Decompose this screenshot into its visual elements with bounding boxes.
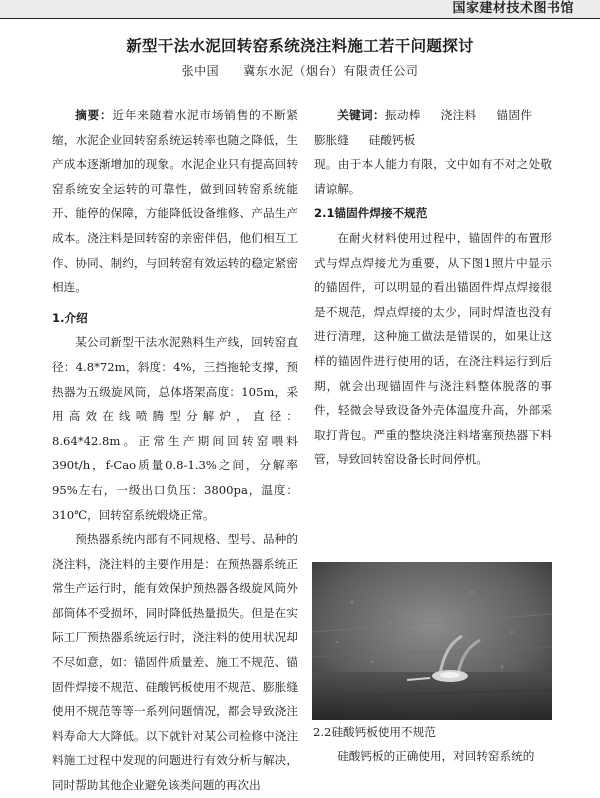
abstract-label: 摘要：: [75, 108, 113, 122]
keyword-item: 锚固件: [496, 108, 532, 122]
section-2-2-paragraph-start: 硅酸钙板的正确使用，对回转窑系统的: [337, 749, 535, 763]
anchor-weld-photo: [312, 562, 552, 720]
right-column: [314, 103, 552, 472]
intro-paragraph-2: 预热器系统内部有不同规格、型号、品种的浇注料，浇注料的主要作用是：在预热器系统正常生产运行时，能有效保护预热器各级旋风筒外部筒体不受损坏，同时降低热量损失。但是在实际工厂预热器系统运行时，浇注料的使用状况却不尽如意，如：锚固件质量差、施工不规范、锚固件焊接不规范、硅酸钙板使用不规范、膨胀缝使用不规范等等一系列问题情况，都会导致浇注料寿命大大降低。以下就针对某公司检修中浇注料施工过程中发现的问题进行有效分析与解决，同时帮助其他企业避免该类问题的再次出: [52, 532, 298, 793]
intro-paragraph-1: 某公司新型干法水泥熟料生产线，回转窑直径：4.8*72m，斜度：4%，三挡拖轮支撑，预热器为五级旋风筒，总体塔架高度：105m，采用高效在线喷腾型分解炉，直径：8.64*42.8m。正常生产期间回转窑喂料390t/h，f-Cao质量0.8-1.3%之间，分解率95%左右，一级出口负压：3800pa，温度：310℃，回转窑系统煅烧正常。: [52, 335, 298, 522]
author-affiliation: 冀东水泥（烟台）有限责任公司: [243, 64, 419, 78]
keywords-paragraph: [314, 103, 552, 152]
section-heading-2-2: 2.2硅酸钙板使用不规范: [313, 725, 436, 739]
author-line: [0, 62, 600, 79]
section-heading-intro: 1.介绍: [52, 310, 88, 325]
abstract-paragraph: [52, 103, 298, 300]
keyword-item: 浇注料: [440, 108, 477, 122]
abstract-text: 近年来随着水泥市场销售的不断紧缩，水泥企业回转窑系统运转率也随之降低，生产成本逐渐增加的现象。水泥企业只有提高回转窑系统安全运转的可靠性，做到回转窑系统能开、能停的保障，方能降低设备维修、产品生产成本。浇注料是回转窑的亲密伴侣，他们相互工作、协同、制约，与回转窑有效运转的稳定紧密相连。: [52, 108, 298, 295]
author-name: 张中国: [181, 64, 220, 78]
keyword-item: 膨胀缝: [314, 132, 349, 147]
header-band: [0, 0, 600, 19]
keyword-item: 振动棒: [384, 108, 421, 122]
left-column: [52, 103, 298, 798]
intro-continuation: 现。由于本人能力有限，文中如有不对之处敬请谅解。: [314, 157, 552, 196]
keywords-label: 关键词：: [337, 108, 385, 122]
article-title: 新型干法水泥回转窑系统浇注料施工若干问题探讨: [126, 37, 474, 55]
section-2-1-paragraph: 在耐火材料使用过程中，锚固件的布置形式与焊点焊接尤为重要，从下图1照片中显示的锚固件，可以明显的看出锚固件焊点焊接很是不规范，焊点焊接的太少，同时焊渣也没有进行清理，这种施工做法是错误的，如果让这样的锚固件进行使用的话，在浇注料运行到后期，就会出现锚固件与浇注料整体脱落的事件，轻微会导致设备外壳体温度升高，外部采取打背包。严重的整块浇注料堵塞预热器下料管，导致回转窑设备长时间停机。: [314, 230, 552, 467]
section-heading-2-1: 2.1锚固件焊接不规范: [314, 206, 428, 221]
keyword-item: 硅酸钙板: [368, 132, 416, 147]
publisher-header: 国家建材技术图书馆: [452, 1, 574, 16]
